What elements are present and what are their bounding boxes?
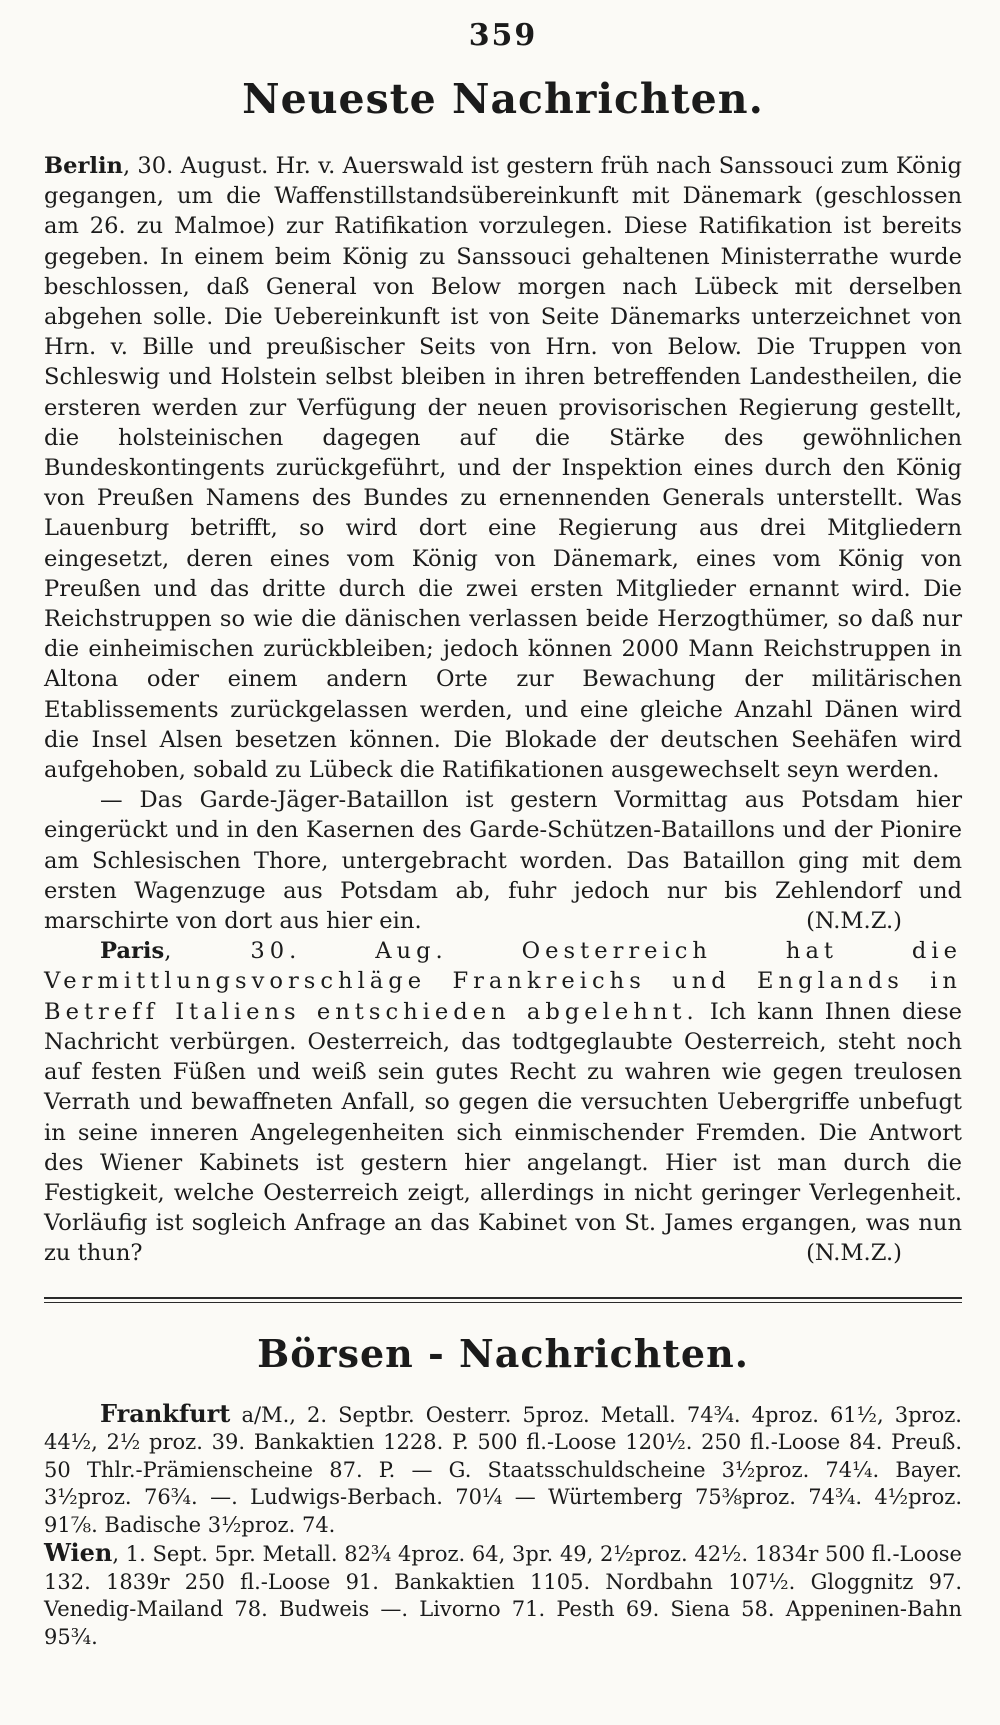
market-frankfurt [44,1400,962,1540]
article-text: — Das Garde-Jäger-Bataillon ist gestern Vormittag aus Potsdam hier eingerückt und in den Kasernen des Garde-Schützen-Bataillons und der Pionire am Schlesischen Thore, untergebracht worden. Das Bataillon ging mit dem ersten Wagenzuge aus Potsdam ab, fuhr jedoch nur bis Zehlendorf und marschirte von dort aus hier ein. [44,787,962,935]
article-paris [44,936,962,1268]
boerse-title: Börsen - Nachrichten. [257,1330,749,1376]
divider [44,1297,962,1299]
section-title: Neueste Nachrichten. [242,75,764,123]
article-berlin [44,151,962,785]
article-text: Ich kann Ihnen diese Nachricht verbürgen. Oesterreich, das todtgeglaubte Oesterreich, steht noch auf festen Füßen und weiß sein gutes Recht zu wahren wie gegen treulosen Verrath und bewaffneten Anfall, so gegen die versuchten Uebergriffe unbefugt in seine inneren Angelegenheiten sich einmischender Fremden. Die Antwort des Wiener Kabinets ist gestern hier angelangt. Hier ist man durch die Festigkeit, welche Oesterreich zeigt, allerdings in nicht geringer Verlegenheit. Vorläufig ist sogleich Anfrage an das Kabinet von St. James ergangen, was nun zu thun? [44,998,962,1267]
newspaper-page [44,18,962,1708]
article-place: Paris [100,938,165,965]
article-source: (N.M.Z.) [806,908,902,935]
market-place: Wien [44,1538,113,1568]
market-wien [44,1539,962,1651]
article-berlin-2 [44,785,962,936]
market-text: , 1. Sept. 5pr. Metall. 82¾ 4proz. 64, 3pr. 49, 2½proz. 42½. 1834r 500 fl.-Loose 132. 1839r 250 fl.-Loose 91. Bankaktien 1105. Nordbahn 107½. Gloggnitz 97. Venedig-Mailand 78. Budweis —. Livorno 71. Pesth 69. Siena 58. Appeninen-Bahn 95¾. [44,1542,962,1649]
article-text: , 30. August. Hr. v. Auerswald ist gestern früh nach Sanssouci zum König gegangen, um die Waffenstillstandsübereinkunft mit Dänemark (geschlossen am 26. zu Malmoe) zur Ratifikation vorzulegen. Diese Ratifikation ist bereits gegeben. In einem beim König zu Sanssouci gehaltenen Ministerrathe wurde beschlossen, daß General von Below morgen nach Lübeck mit derselben abgehen solle. Die Uebereinkunft ist von Seite Dänemarks unterzeichnet von Hrn. v. Bille und preußischer Seits von Hrn. von Below. Die Truppen von Schleswig und Holstein selbst bleiben in ihren betreffenden Landestheilen, die ersteren werden zur Verfügung der neuen provisorischen Regierung gestellt, die holsteinischen dagegen auf die Stärke des gewöhnlichen Bundeskontingents zurückgeführt, und der Inspektion eines durch den König von Preußen Namens des Bundes zu ernennenden Generals unterstellt. Was Lauenburg betrifft, so wird dort eine Regierung aus drei Mitgliedern eingesetzt, deren eines vom König von Dänemark, eines vom König von Preußen und das dritte durch die zwei ersten Mitglieder ernannt wird. Die Reichstruppen so wie die dänischen verlassen beide Herzogthümer, so daß nur die einheimischen zurückbleiben; jedoch können 2000 Mann Reichstruppen in Altona oder einem andern Orte zur Bewachung der militärischen Etablissements zurückgelassen werden, und eine gleiche Anzahl Dänen wird die Insel Alsen besetzen können. Die Blokade der deutschen Seehäfen wird aufgehoben, sobald zu Lübeck die Ratifikationen ausgewechselt seyn werden. [44,153,962,784]
article-place: Berlin [44,153,123,179]
market-text: a/M., 2. Septbr. Oesterr. 5proz. Metall. 74¾. 4proz. 61½, 3proz. 44½, 2½ proz. 39. Bankaktien 1228. P. 500 fl.-Loose 120½. 250 fl.-Loose 84. Preuß. 50 Thlr.-Prämienscheine 87. P. — G. Staatsschuldscheine 3½proz. 74¼. Bayer. 3½proz. 76¾. —. Ludwigs-Berbach. 70¼ — Würtemberg 75⅜proz. 74¾. 4½proz. 91⅞. Badische 3½proz. 74. [44,1402,962,1537]
page-number: 359 [468,18,538,53]
article-source: (N.M.Z.) [806,1240,902,1267]
article-spaced-text: , 30. Aug. Oesterreich hat die Vermittlungsvorschläge Frankreichs und Englands in Betreff Italiens entschieden abgelehnt. [44,938,962,1025]
divider [44,1302,962,1303]
market-place: Frankfurt [100,1398,231,1428]
